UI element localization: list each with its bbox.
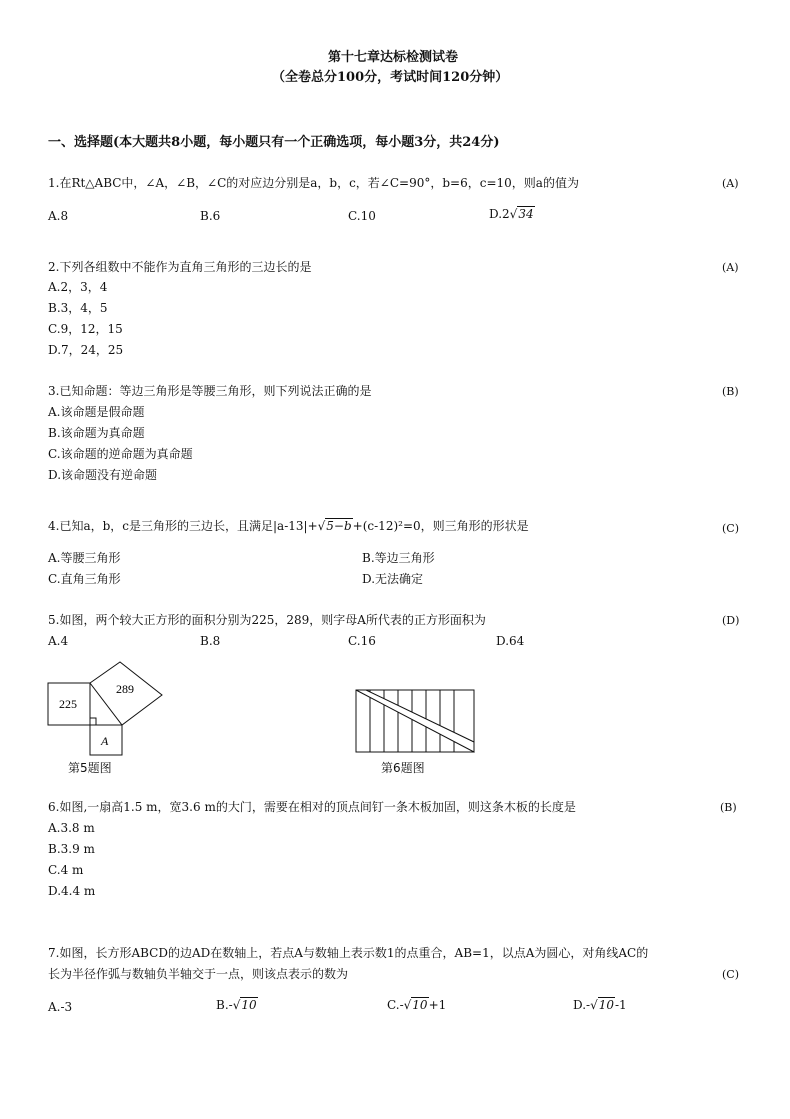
q1-option-d-label: D.2 <box>489 207 510 221</box>
q4-option-d: D.无法确定 <box>362 572 424 586</box>
page-subtitle: （全卷总分100分，考试时间120分钟） <box>272 70 509 85</box>
q5-answer: (D) <box>722 614 740 627</box>
section-heading: 一、选择题(本大题共8小题，每小题只有一个正确选项，每小题3分，共24分) <box>48 135 500 150</box>
q6-option-d: D.4.4 m <box>48 884 96 898</box>
q4-stem-part1: 4.已知a，b，c是三角形的三边长，且满足|a-13|+ <box>48 519 318 533</box>
q7-answer: (C) <box>722 968 739 981</box>
q2-option-c: C.9，12，15 <box>48 322 123 336</box>
figure-6-gate <box>352 686 480 756</box>
figure-6-caption: 第6题图 <box>381 761 425 775</box>
q6-answer: (B) <box>720 801 737 814</box>
sqrt-symbol: √34 <box>509 207 534 221</box>
q1-radicand: 34 <box>518 207 534 221</box>
q7-option-a: A.-3 <box>48 1000 73 1014</box>
label-225: 225 <box>59 697 77 711</box>
q6-option-a: A.3.8 m <box>48 821 95 835</box>
q2-stem: 2.下列各组数中不能作为直角三角形的三边长的是 <box>48 260 312 274</box>
q3-option-d: D.该命题没有逆命题 <box>48 468 158 482</box>
right-angle-mark <box>90 718 96 725</box>
q7-option-c-label: C.- <box>387 998 404 1012</box>
q4-option-c: C.直角三角形 <box>48 572 121 586</box>
q7-radicand: 10 <box>598 998 614 1012</box>
q4-option-a: A.等腰三角形 <box>48 551 121 565</box>
q1-stem: 1.在Rt△ABC中，∠A，∠B，∠C的对应边分别是a，b，c，若∠C=90°，b=6，c=10，则a的值为 <box>48 176 579 190</box>
q1-option-d <box>489 207 535 221</box>
q4-stem <box>48 519 529 533</box>
diagonal-board <box>356 690 474 752</box>
q4-option-b: B.等边三角形 <box>362 551 435 565</box>
q7-radicand: 10 <box>412 998 428 1012</box>
figure-5-squares <box>44 660 174 760</box>
q2-option-d: D.7，24，25 <box>48 343 124 357</box>
q3-stem: 3.已知命题：等边三角形是等腰三角形，则下列说法正确的是 <box>48 384 372 398</box>
q6-option-c: C.4 m <box>48 863 84 877</box>
q2-option-a: A.2，3，4 <box>48 280 108 294</box>
q1-answer: (A) <box>722 177 739 190</box>
q1-option-a: A.8 <box>48 209 69 223</box>
q3-answer: (B) <box>722 385 739 398</box>
q5-option-c: C.16 <box>348 634 376 648</box>
q2-option-b: B.3，4，5 <box>48 301 108 315</box>
q7-option-b-label: B.- <box>216 998 233 1012</box>
q7-option-d <box>573 998 627 1012</box>
q3-option-a: A.该命题是假命题 <box>48 405 145 419</box>
q7-option-b <box>216 998 258 1012</box>
q7-option-c-tail: +1 <box>428 998 447 1012</box>
q5-option-d: D.64 <box>496 634 525 648</box>
q4-stem-part2: +(c-12)²=0，则三角形的形状是 <box>352 519 529 533</box>
q7-stem-line1: 7.如图，长方形ABCD的边AD在数轴上，若点A与数轴上表示数1的点重合，AB=1，以点A为圆心，对角线AC的 <box>48 946 649 960</box>
sqrt-symbol: √5−b <box>317 519 352 533</box>
q3-option-b: B.该命题为真命题 <box>48 426 145 440</box>
figure-5-caption: 第5题图 <box>68 761 112 775</box>
q7-option-c <box>387 998 446 1012</box>
q7-radicand: 10 <box>241 998 257 1012</box>
q7-option-d-label: D.- <box>573 998 591 1012</box>
sqrt-symbol: √10 <box>403 998 428 1012</box>
q1-option-c: C.10 <box>348 209 376 223</box>
q2-answer: (A) <box>722 261 739 274</box>
q6-stem: 6.如图,一扇高1.5 m，宽3.6 m的大门，需要在相对的顶点间钉一条木板加固，则这条木板的长度是 <box>48 800 576 814</box>
label-a: A <box>101 734 109 748</box>
q1-option-b: B.6 <box>200 209 221 223</box>
sqrt-symbol: √10 <box>590 998 614 1012</box>
q7-stem-line2: 长为半径作弧与数轴负半轴交于一点，则该点表示的数为 <box>48 967 349 981</box>
q7-option-d-tail: -1 <box>615 998 627 1012</box>
label-289: 289 <box>116 682 134 696</box>
q4-radicand: 5−b <box>326 519 352 533</box>
q5-option-b: B.8 <box>200 634 221 648</box>
q5-stem: 5.如图，两个较大正方形的面积分别为225，289，则字母A所代表的正方形面积为 <box>48 613 486 627</box>
q4-answer: (C) <box>722 522 739 535</box>
q6-option-b: B.3.9 m <box>48 842 95 856</box>
page-title: 第十七章达标检测试卷 <box>328 50 459 65</box>
q5-option-a: A.4 <box>48 634 69 648</box>
q3-option-c: C.该命题的逆命题为真命题 <box>48 447 193 461</box>
sqrt-symbol: √10 <box>232 998 257 1012</box>
